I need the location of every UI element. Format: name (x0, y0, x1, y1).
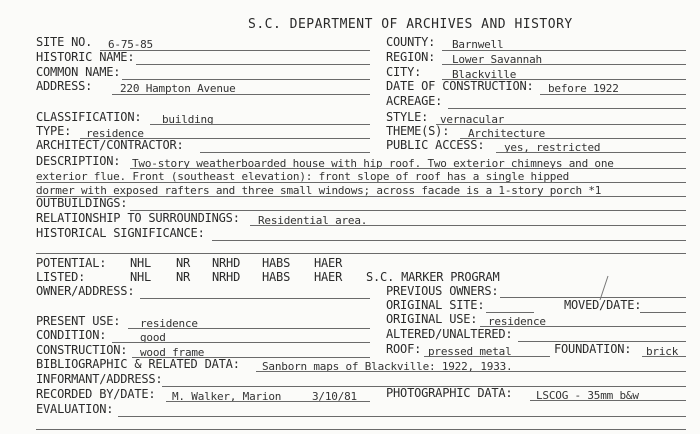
historical-significance-line (212, 240, 686, 241)
construction-label: CONSTRUCTION: (36, 343, 128, 357)
bibliographic-line (256, 371, 686, 372)
informant-label: INFORMANT/ADDRESS: (36, 372, 163, 386)
original-site-line (486, 312, 534, 313)
condition-line (112, 342, 370, 343)
listed-label: LISTED: (36, 270, 86, 284)
address-line (112, 94, 370, 95)
present-use-label: PRESENT USE: (36, 314, 121, 328)
foundation-label: FOUNDATION: (554, 342, 632, 356)
themes-value: Architecture (468, 127, 546, 140)
classification-value: building (162, 113, 214, 126)
relationship-line (250, 225, 686, 226)
photographic-value: LSCOG - 35mm b&w (536, 389, 639, 402)
potential-nhl: NHL (130, 256, 152, 270)
date-construction-line (540, 94, 686, 95)
bottom-rule (36, 429, 686, 430)
recorded-by-line (166, 401, 370, 402)
address-label: ADDRESS: (36, 79, 93, 93)
relationship-value: Residential area. (258, 214, 368, 227)
style-value: vernacular (440, 113, 505, 126)
potential-nr: NR (176, 256, 191, 270)
listed-nr: NR (176, 270, 191, 284)
public-access-value: yes, restricted (504, 141, 601, 154)
original-site-label: ORIGINAL SITE: (386, 298, 485, 312)
architect-line (200, 152, 370, 153)
potential-label: POTENTIAL: (36, 256, 107, 270)
style-label: STYLE: (386, 110, 429, 124)
style-line (436, 124, 686, 125)
classification-line (150, 124, 370, 125)
city-value: Blackville (452, 68, 517, 81)
date-construction-value: before 1922 (548, 82, 619, 95)
city-label: CITY: (386, 65, 422, 79)
region-value: Lower Savannah (452, 53, 542, 66)
description-line-1: Two-story weatherboarded house with hip roof. Two exterior chimneys and one (132, 157, 614, 170)
roof-line (424, 356, 550, 357)
card-title: S.C. DEPARTMENT OF ARCHIVES AND HISTORY (248, 17, 573, 32)
acreage-label: ACREAGE: (386, 94, 443, 108)
pen-check-mark (590, 272, 620, 302)
historic-name-label: HISTORIC NAME: (36, 50, 135, 64)
construction-value: wood frame (140, 346, 205, 359)
potential-nrhd: NRHD (212, 256, 241, 270)
section-divider (36, 253, 686, 254)
potential-habs: HABS (262, 256, 291, 270)
themes-line (460, 138, 686, 139)
condition-label: CONDITION: (36, 328, 107, 342)
region-label: REGION: (386, 50, 436, 64)
public-access-line (496, 152, 686, 153)
public-access-label: PUBLIC ACCESS: (386, 138, 485, 152)
original-use-label: ORIGINAL USE: (386, 312, 478, 326)
description-rule-1 (130, 168, 686, 169)
description-line-3: dormer with exposed rafters and three small windows; across facade is a 1-story porch *1 (36, 184, 602, 197)
common-name-label: COMMON NAME: (36, 65, 121, 79)
condition-value: good (140, 331, 166, 344)
photographic-label: PHOTOGRAPHIC DATA: (386, 386, 513, 400)
evaluation-label: EVALUATION: (36, 402, 114, 416)
bibliographic-value: Sanborn maps of Blackville: 1922, 1933. (262, 360, 513, 373)
site-no-label: SITE NO. (36, 35, 93, 49)
type-label: TYPE: (36, 124, 72, 138)
foundation-line (642, 356, 686, 357)
historic-name-line (136, 64, 370, 65)
address-value: 220 Hampton Avenue (120, 82, 236, 95)
listed-nrhd: NRHD (212, 270, 241, 284)
owner-address-label: OWNER/ADDRESS: (36, 284, 135, 298)
recorded-by-value: M. Walker, Marion (172, 390, 282, 403)
listed-haer: HAER (314, 270, 343, 284)
site-no-line (100, 50, 370, 51)
description-line-2: exterior flue. Front (southeast elevation): front slope of roof has a single hipped (36, 170, 570, 183)
owner-address-line (140, 298, 370, 299)
evaluation-line (118, 416, 686, 417)
present-use-value: residence (140, 317, 198, 330)
altered-label: ALTERED/UNALTERED: (386, 327, 513, 341)
county-label: COUNTY: (386, 35, 436, 49)
roof-value: pressed metal (428, 345, 512, 358)
classification-label: CLASSIFICATION: (36, 110, 142, 124)
county-line (442, 50, 686, 51)
themes-label: THEME(S): (386, 124, 450, 138)
description-rule-2 (36, 182, 686, 183)
present-use-line (128, 328, 370, 329)
description-rule-3 (36, 196, 686, 197)
county-value: Barnwell (452, 38, 504, 51)
listed-nhl: NHL (130, 270, 152, 284)
recorded-date-value: 3/10/81 (312, 390, 357, 403)
roof-label: ROOF: (386, 342, 422, 356)
common-name-line (122, 79, 370, 80)
relationship-label: RELATIONSHIP TO SURROUNDINGS: (36, 211, 240, 225)
recorded-by-label: RECORDED BY/DATE: (36, 387, 156, 401)
acreage-line (448, 108, 686, 109)
historical-significance-label: HISTORICAL SIGNIFICANCE: (36, 226, 205, 240)
type-value: residence (86, 127, 144, 140)
marker-program-label: S.C. MARKER PROGRAM (366, 270, 500, 284)
description-label: DESCRIPTION: (36, 154, 121, 168)
moved-date-label: MOVED/DATE: (564, 298, 642, 312)
moved-date-line (640, 312, 686, 313)
potential-haer: HAER (314, 256, 343, 270)
site-no-value: 6-75-85 (108, 38, 153, 51)
region-line (442, 64, 686, 65)
outbuildings-label: OUTBUILDINGS: (36, 196, 128, 210)
listed-habs: HABS (262, 270, 291, 284)
previous-owners-label: PREVIOUS OWNERS: (386, 284, 499, 298)
photographic-line (530, 400, 686, 401)
architect-label: ARCHITECT/CONTRACTOR: (36, 138, 184, 152)
original-use-value: residence (488, 315, 546, 328)
foundation-value: brick (646, 345, 679, 358)
bibliographic-label: BIBLIOGRAPHIC & RELATED DATA: (36, 357, 240, 371)
date-construction-label: DATE OF CONSTRUCTION: (386, 79, 534, 93)
